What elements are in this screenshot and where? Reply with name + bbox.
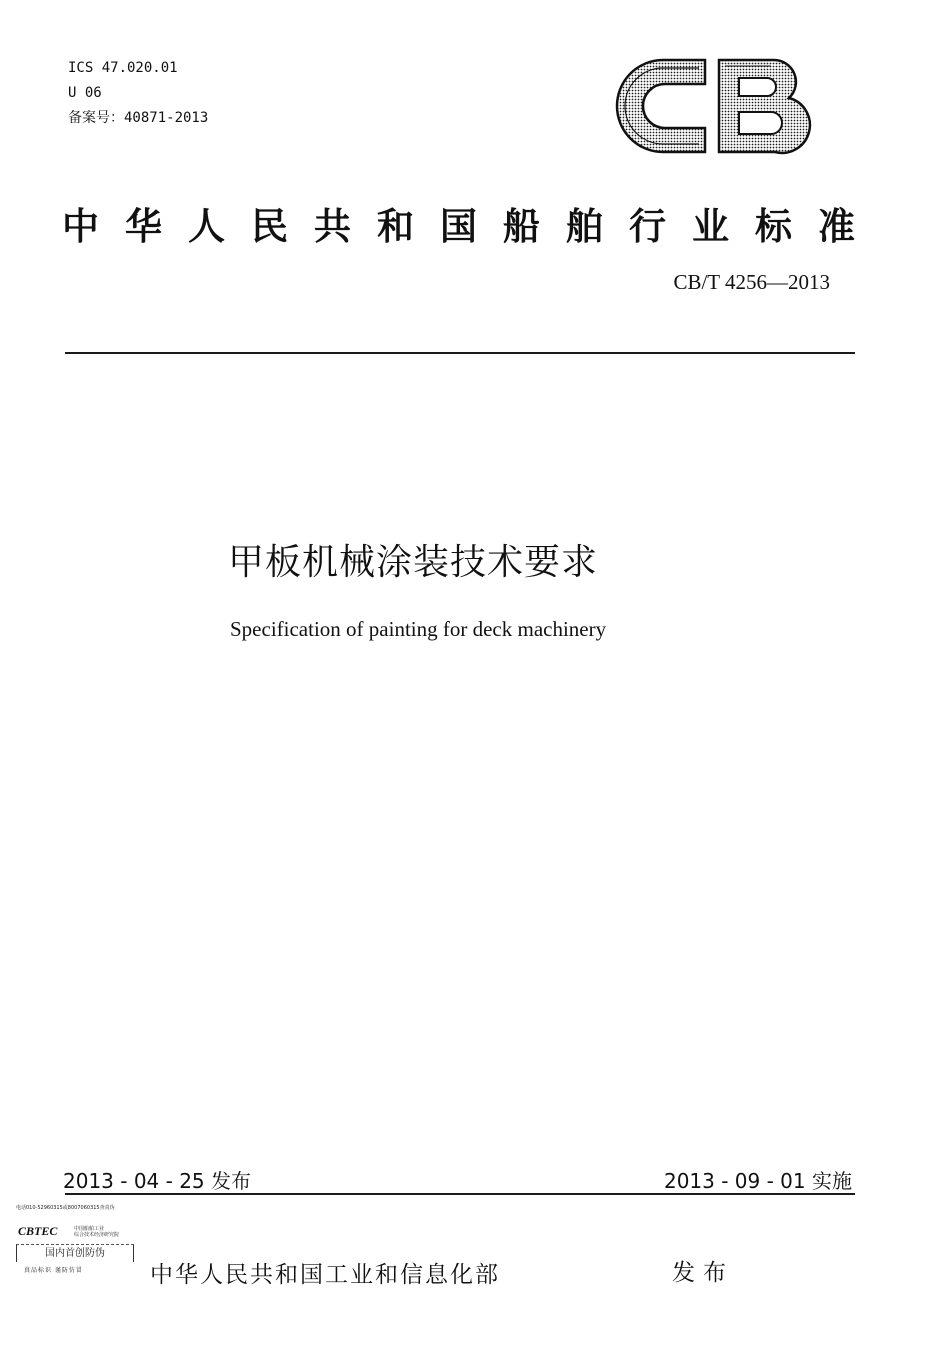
release-date: 2013 - 04 - 25 发布 [63, 1169, 252, 1193]
stamp-brand-sub: 中国船舶工业 综合技术经济研究院 [74, 1226, 120, 1238]
ics-code: ICS 47.020.01 [68, 60, 178, 76]
standard-code: CB/T 4256—2013 [673, 270, 830, 294]
filing-number: 备案号：40871-2013 [68, 110, 209, 126]
anti-counterfeit-stamp [12, 1204, 136, 1276]
stamp-bottom-line: 真品标识 谨防仿冒 [24, 1267, 83, 1274]
stamp-phone-line: 电话010-52960315或8007060315查真伪 [16, 1205, 115, 1211]
stamp-box: 国内首创防伪 [16, 1244, 134, 1262]
document-title-cn: 甲板机械涂装技术要求 [228, 542, 599, 583]
stamp-brand: CBTEC [18, 1224, 58, 1238]
document-title-en: Specification of painting for deck machinery [230, 617, 607, 641]
header-meta [68, 56, 208, 131]
top-divider [65, 352, 855, 354]
publish-label: 发布 [672, 1260, 734, 1286]
implementation-date: 2013 - 09 - 01 实施 [663, 1169, 852, 1193]
classification-code: U 06 [68, 85, 102, 101]
standard-title: 中华人民共和国船舶行业标准 [62, 205, 881, 248]
bottom-divider [65, 1193, 855, 1195]
cb-logo [613, 56, 813, 156]
publisher-name: 中华人民共和国工业和信息化部 [150, 1262, 500, 1288]
